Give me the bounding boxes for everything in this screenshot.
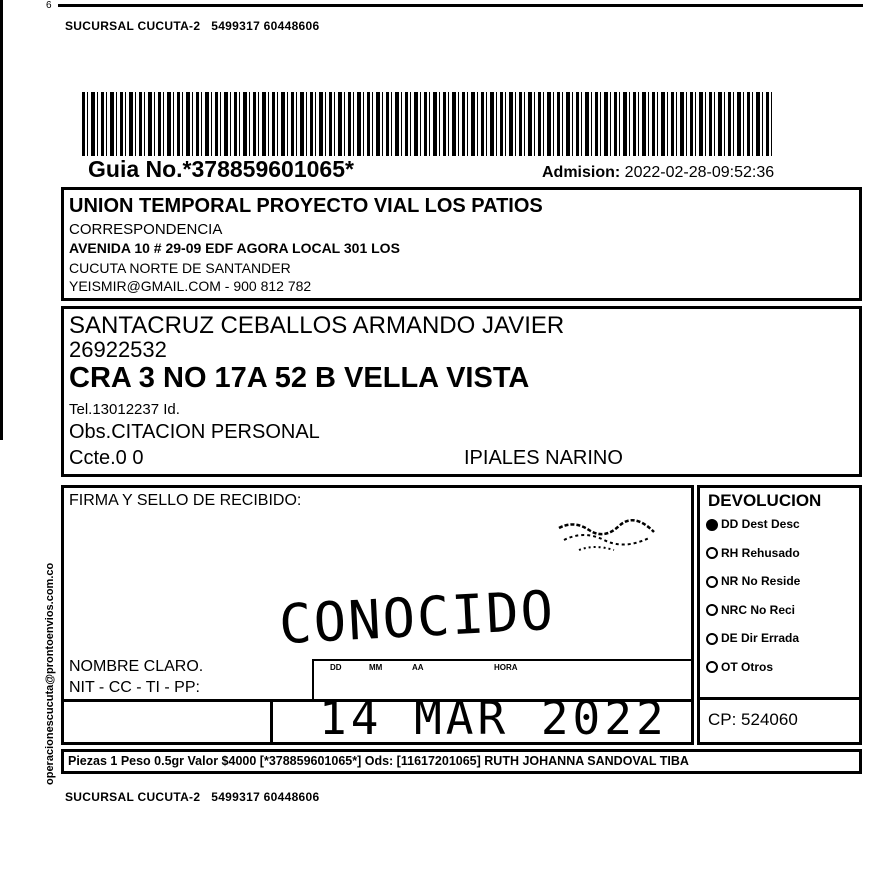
stamp-word: CONOCIDO	[277, 578, 557, 657]
top-rule	[58, 4, 863, 7]
bottom-branch-name: SUCURSAL CUCUTA-2	[65, 790, 201, 804]
sender-box	[61, 187, 862, 301]
signature-box	[61, 485, 694, 745]
recipient-id: 26922532	[69, 337, 167, 362]
return-option-nrc[interactable]	[706, 596, 800, 625]
sender-contact: YEISMIR@GMAIL.COM - 900 812 782	[69, 278, 312, 294]
stamp-col-aa: AA	[412, 663, 424, 672]
top-branch-phones: 5499317 60448606	[211, 19, 320, 33]
sender-city: CUCUTA NORTE DE SANTANDER	[69, 260, 291, 276]
clear-name-label: NOMBRE CLARO.	[69, 658, 204, 675]
recipient-name: SANTACRUZ CEBALLOS ARMANDO JAVIER	[69, 312, 565, 339]
return-option-de[interactable]	[706, 624, 800, 653]
radio-icon[interactable]	[706, 576, 718, 588]
shipment-details: Piezas 1 Peso 0.5gr Valor $4000 [*378859601065*] Ods: [11617201065] RUTH JOHANNA SANDOVAL TIBA	[68, 754, 689, 768]
returns-options	[706, 510, 800, 681]
radio-icon[interactable]	[706, 661, 718, 673]
return-option-dd[interactable]	[706, 510, 800, 539]
signature-title: FIRMA Y SELLO DE RECIBIDO:	[69, 492, 302, 509]
radio-icon[interactable]	[706, 633, 718, 645]
sender-name: UNION TEMPORAL PROYECTO VIAL LOS PATIOS	[69, 195, 543, 217]
return-option-label: NR No Reside	[721, 574, 801, 588]
header-mark: 6	[46, 0, 52, 11]
return-option-label: DE Dir Errada	[721, 631, 800, 645]
sender-address: AVENIDA 10 # 29-09 EDF AGORA LOCAL 301 LOS	[69, 240, 400, 256]
returns-title: DEVOLUCION	[708, 491, 822, 510]
barcode	[82, 92, 772, 156]
bottom-branch-phones: 5499317 60448606	[211, 790, 320, 804]
top-branch	[65, 19, 319, 33]
return-option-label: NRC No Reci	[721, 602, 796, 617]
guide-number: Guia No.*378859601065*	[88, 156, 354, 182]
admission-label: Admision:	[542, 164, 621, 181]
recipient-phone: Tel.13012237 Id.	[69, 401, 180, 418]
stamp-col-dd: DD	[330, 663, 342, 672]
radio-icon[interactable]	[706, 604, 718, 616]
recipient-observations: Obs.CITACION PERSONAL	[69, 421, 320, 443]
stamp-date: 14 MAR 2022	[319, 691, 668, 745]
stamp-col-mm: MM	[369, 663, 383, 672]
return-option-ot[interactable]	[706, 653, 800, 682]
radio-icon[interactable]	[706, 547, 718, 559]
vertical-email: operacionescucuta@prontoenvios.com.co	[44, 562, 56, 785]
recipient-account: Ccte.0 0	[69, 447, 144, 469]
recipient-box	[61, 306, 862, 477]
admission-value: 2022-02-28-09:52:36	[624, 164, 775, 181]
return-option-label: RH Rehusado	[721, 545, 800, 560]
id-label: NIT - CC - TI - PP:	[69, 679, 200, 696]
signature-vertical-divider	[270, 699, 273, 745]
stamp-col-hora: HORA	[494, 663, 518, 672]
return-option-rh[interactable]	[706, 539, 800, 568]
recipient-address: CRA 3 NO 17A 52 B VELLA VISTA	[69, 362, 530, 394]
returns-divider	[700, 697, 859, 700]
bottom-branch	[65, 790, 319, 804]
top-branch-name: SUCURSAL CUCUTA-2	[65, 19, 201, 33]
radio-checked-icon[interactable]	[706, 519, 718, 531]
details-strip	[61, 749, 862, 774]
left-edge-rule	[0, 0, 3, 440]
postal-code: CP: 524060	[708, 710, 798, 729]
return-option-nr[interactable]	[706, 567, 800, 596]
sender-type: CORRESPONDENCIA	[69, 221, 223, 238]
admission	[542, 164, 774, 182]
return-option-label: OT Otros	[721, 659, 774, 674]
returns-box	[697, 485, 862, 745]
return-option-label: DD Dest Desc	[721, 517, 800, 531]
signature-scribble	[554, 516, 664, 556]
recipient-destination: IPIALES NARINO	[464, 447, 623, 469]
